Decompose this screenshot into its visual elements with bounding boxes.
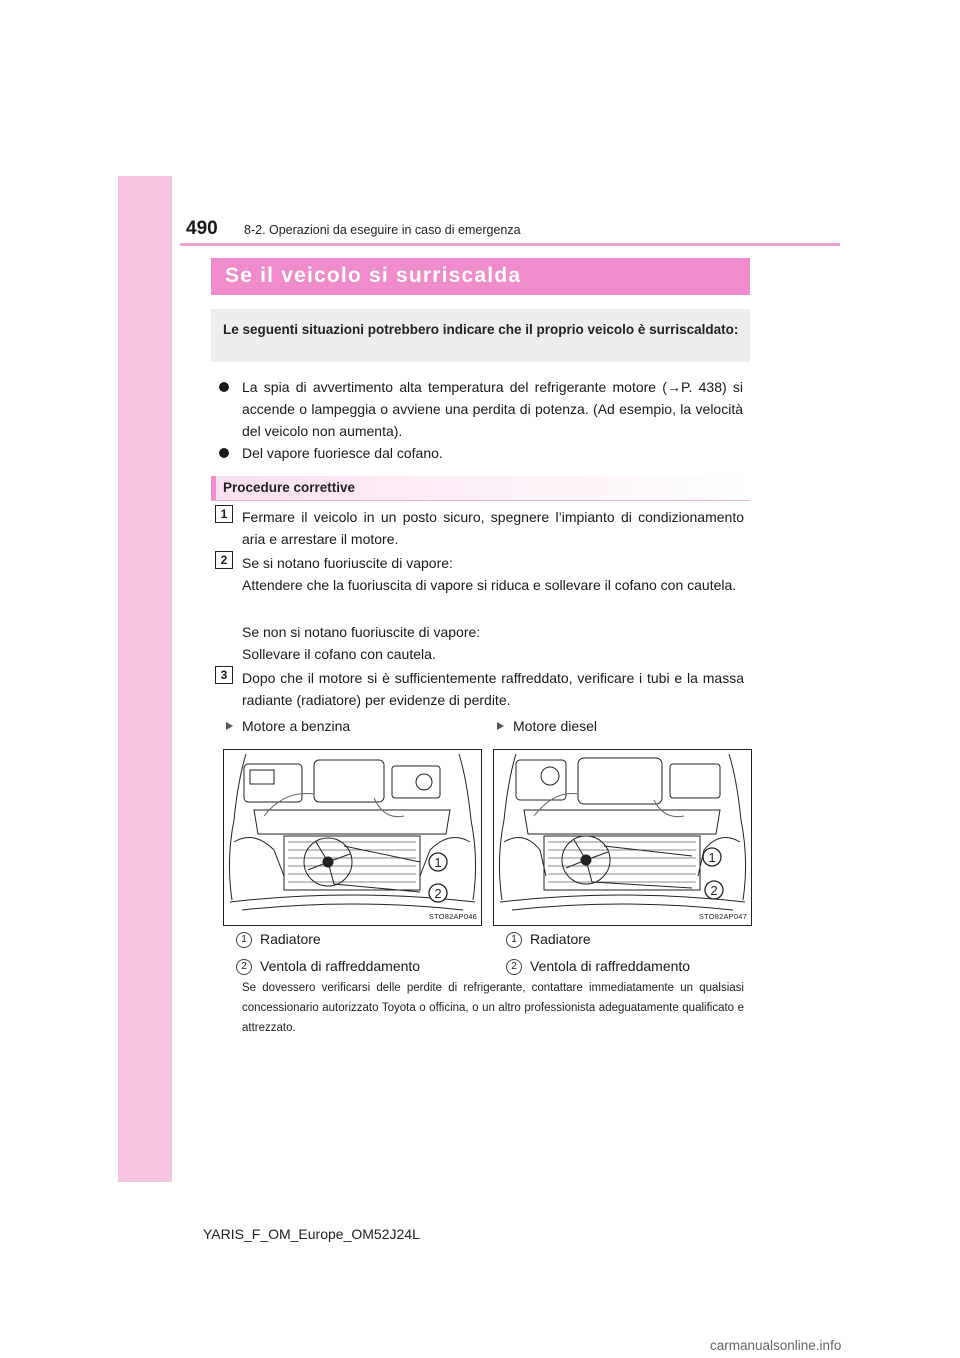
procedures-heading: Procedure correttive <box>223 480 356 495</box>
footer-watermark: carmanualsonline.info <box>710 1338 842 1353</box>
legend-item <box>506 930 591 948</box>
legend-text: Ventola di raffreddamento <box>260 958 421 974</box>
procedures-header <box>211 476 750 501</box>
callout-1-label: 1 <box>708 850 716 865</box>
title-bar <box>211 258 750 295</box>
engine-label-diesel <box>497 718 597 734</box>
legend-number-badge: 1 <box>506 932 522 948</box>
step-number-badge: 2 <box>215 551 233 569</box>
legend-item <box>506 957 690 975</box>
page-title: Se il veicolo si surriscalda <box>225 264 522 287</box>
figure-code: STO82AP047 <box>698 912 747 921</box>
step-3-text: Dopo che il motore si è sufficientemente raffreddato, verificare i tubi e la massa radiante (radiatore) per evidenze di perdite. <box>242 670 744 708</box>
triangle-bullet-icon <box>497 722 504 730</box>
step-2-text-d: Sollevare il cofano con cautela. <box>242 646 436 662</box>
engine-bay-drawing <box>494 750 751 925</box>
step-number-badge: 3 <box>215 666 233 684</box>
bullet-text: Del vapore fuoriesce dal cofano. <box>242 445 443 461</box>
step-2-text-c: Se non si notano fuoriuscite di vapore: <box>242 624 481 640</box>
legend-text: Radiatore <box>260 931 321 947</box>
leak-note: Se dovessero verificarsi delle perdite di refrigerante, contattare immediatamente un qualsiasi concessionario autorizzato Toyota o officina, o un altro professionista adeguatamente qualificato e attrezzato. <box>242 982 744 1034</box>
footer-document-code: YARIS_F_OM_Europe_OM52J24L <box>203 1226 420 1242</box>
legend-text: Ventola di raffreddamento <box>530 958 691 974</box>
page-number: 490 <box>186 218 218 239</box>
bullet-dot-icon <box>219 382 229 392</box>
engine-label-petrol <box>226 718 350 734</box>
header-rule <box>180 243 840 246</box>
callout-2-label: 2 <box>434 886 442 901</box>
triangle-bullet-icon <box>226 722 233 730</box>
callout-1-label: 1 <box>434 855 442 870</box>
legend-item <box>236 957 420 975</box>
intro-text: Le seguenti situazioni potrebbero indicare che il proprio veicolo è surriscaldato: <box>223 322 739 337</box>
engine-illustration-diesel <box>493 749 752 926</box>
section-header: 8-2. Operazioni da eseguire in caso di emergenza <box>244 223 521 237</box>
callout-2-label: 2 <box>710 883 718 898</box>
step-2-text-a: Se si notano fuoriuscite di vapore: <box>242 555 453 571</box>
side-tab-band <box>118 176 172 1182</box>
legend-item <box>236 930 321 948</box>
legend-number-badge: 2 <box>236 959 252 975</box>
step-2-text-b: Attendere che la fuoriuscita di vapore si riduca e sollevare il cofano con cautela. <box>242 577 737 593</box>
step-1-text: Fermare il veicolo in un posto sicuro, spegnere l’impianto di condizionamento aria e arrestare il motore. <box>242 509 744 547</box>
procedures-header-accent <box>211 476 216 500</box>
bullet-text: La spia di avvertimento alta temperatura del refrigerante motore (→P. 438) si accende o lampeggia o avviene una perdita di potenza. (Ad esempio, la velocità del veicolo non aumenta). <box>242 379 743 439</box>
legend-number-badge: 1 <box>236 932 252 948</box>
intro-box <box>211 309 750 362</box>
legend-text: Radiatore <box>530 931 591 947</box>
engine-label-text: Motore diesel <box>513 718 598 734</box>
bullet-dot-icon <box>219 448 229 458</box>
legend-number-badge: 2 <box>506 959 522 975</box>
engine-label-text: Motore a benzina <box>242 718 351 734</box>
figure-code: STO82AP046 <box>428 912 477 921</box>
engine-bay-drawing <box>224 750 481 925</box>
engine-illustration-petrol <box>223 749 482 926</box>
step-number-badge: 1 <box>215 505 233 523</box>
